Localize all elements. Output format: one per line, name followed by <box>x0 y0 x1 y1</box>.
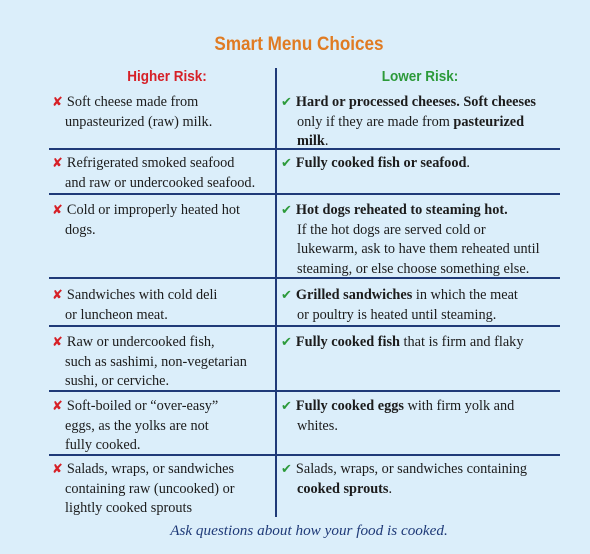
check-mark-icon: ✔ <box>281 335 292 350</box>
lower-risk-text: . <box>466 155 470 171</box>
lower-risk-item <box>281 333 557 353</box>
lower-risk-text: whites. <box>297 417 338 434</box>
lower-risk-text: Hot dogs reheated to steaming hot. <box>295 202 508 218</box>
higher-risk-item <box>52 460 276 519</box>
lower-risk-item <box>281 286 557 325</box>
lower-risk-text: or poultry is heated until steaming. <box>297 306 497 323</box>
higher-risk-text: Salads, wraps, or sandwiches <box>66 461 235 477</box>
higher-risk-item <box>52 397 276 456</box>
check-mark-icon: ✔ <box>281 203 292 218</box>
higher-risk-item <box>52 286 276 325</box>
higher-risk-item <box>52 154 276 193</box>
lower-risk-text: steaming, or else choose something else. <box>297 260 530 277</box>
higher-risk-heading: Higher Risk: <box>127 68 207 85</box>
higher-risk-text: Soft cheese made from <box>66 94 199 110</box>
lower-risk-text: . <box>324 133 329 149</box>
row-divider <box>49 325 560 327</box>
lower-risk-item <box>281 93 557 152</box>
lower-risk-text: Fully cooked fish <box>295 334 400 350</box>
lower-risk-text: in which the meat <box>412 287 518 303</box>
lower-risk-text: If the hot dogs are served cold or <box>297 221 486 238</box>
check-mark-icon: ✔ <box>281 156 292 171</box>
x-mark-icon: ✘ <box>52 203 63 218</box>
higher-risk-text: lightly cooked sprouts <box>65 500 193 516</box>
lower-risk-item <box>281 397 557 436</box>
footer-note: Ask questions about how your food is cooked. <box>170 522 448 539</box>
row-divider <box>49 193 560 195</box>
page-title: Smart Menu Choices <box>214 34 384 55</box>
x-mark-icon: ✘ <box>52 335 63 350</box>
lower-risk-text: only if they are made from <box>297 113 454 130</box>
higher-risk-text: Raw or undercooked fish, <box>66 334 215 350</box>
higher-risk-text: unpasteurized (raw) milk. <box>65 113 213 130</box>
x-mark-icon: ✘ <box>52 156 63 171</box>
lower-risk-text: . <box>388 480 393 497</box>
check-mark-icon: ✔ <box>281 95 292 110</box>
lower-risk-text: that is firm and flaky <box>399 334 524 350</box>
x-mark-icon: ✘ <box>52 399 63 414</box>
x-mark-icon: ✘ <box>52 288 63 303</box>
higher-risk-text: such as sashimi, non-vegetarian <box>65 353 247 370</box>
higher-risk-text: dogs. <box>65 221 96 238</box>
lower-risk-text: Salads, wraps, or sandwiches containing <box>295 461 527 477</box>
higher-risk-item <box>52 201 276 240</box>
higher-risk-text: eggs, as the yolks are not <box>65 417 209 434</box>
lower-risk-item <box>281 154 557 174</box>
higher-risk-text: and raw or undercooked seafood. <box>65 174 256 191</box>
higher-risk-item <box>52 93 276 132</box>
check-mark-icon: ✔ <box>281 462 292 477</box>
lower-risk-text: lukewarm, ask to have them reheated until <box>297 241 540 257</box>
lower-risk-heading: Lower Risk: <box>381 68 459 85</box>
lower-risk-text: milk <box>297 133 325 149</box>
higher-risk-item <box>52 333 276 392</box>
higher-risk-text: Refrigerated smoked seafood <box>66 155 235 171</box>
higher-risk-text: containing raw (uncooked) or <box>65 480 235 497</box>
higher-risk-text: Cold or improperly heated hot <box>66 202 241 218</box>
check-mark-icon: ✔ <box>281 399 292 414</box>
lower-risk-item <box>281 201 557 279</box>
x-mark-icon: ✘ <box>52 462 63 477</box>
lower-risk-text: Hard or processed cheeses. Soft cheeses <box>295 94 537 110</box>
lower-risk-item <box>281 460 557 499</box>
higher-risk-text: sushi, or cerviche. <box>65 373 170 389</box>
lower-risk-text: Fully cooked eggs <box>295 398 404 414</box>
higher-risk-text: or luncheon meat. <box>65 306 168 323</box>
check-mark-icon: ✔ <box>281 288 292 303</box>
higher-risk-text: fully cooked. <box>65 437 141 453</box>
x-mark-icon: ✘ <box>52 95 63 110</box>
lower-risk-text: with firm yolk and <box>403 398 515 414</box>
lower-risk-text: Fully cooked fish or seafood <box>295 155 467 171</box>
higher-risk-text: Soft-boiled or “over-easy” <box>66 398 219 414</box>
lower-risk-text: pasteurized <box>453 113 525 130</box>
lower-risk-text: cooked sprouts <box>297 480 389 497</box>
lower-risk-text: Grilled sandwiches <box>295 287 413 303</box>
higher-risk-text: Sandwiches with cold deli <box>66 287 218 303</box>
